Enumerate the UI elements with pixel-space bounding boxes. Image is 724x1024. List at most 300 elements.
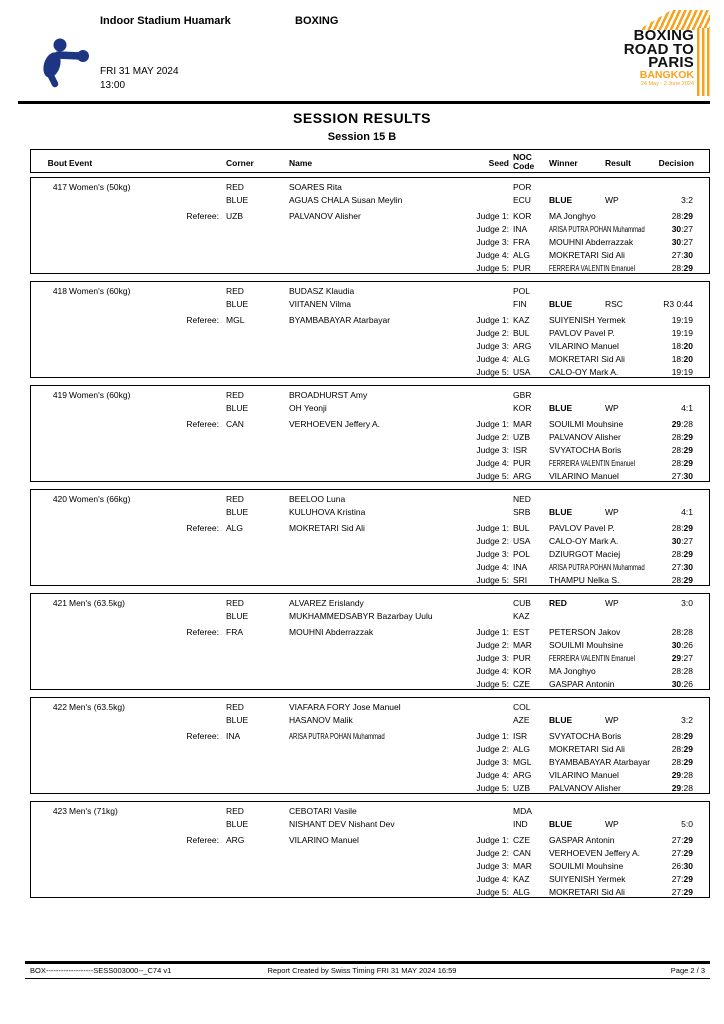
- judge-row: [31, 536, 709, 547]
- judge-noc: ARG: [513, 341, 532, 351]
- decision-score: 4:1: [681, 507, 693, 517]
- blue-corner-row: [31, 611, 709, 622]
- blue-noc-code: KOR: [513, 403, 532, 413]
- referee-judge1-row: [31, 315, 709, 326]
- red-boxer-name: SOARES Rita: [289, 182, 342, 192]
- referee-judge1-row: [31, 419, 709, 430]
- judge-name: PAVLOV Pavel P.: [549, 328, 615, 338]
- judge-label: Judge 3:: [476, 445, 509, 455]
- judge-label: Judge 3:: [476, 549, 509, 559]
- judge-name: SUIYENISH Yermek: [549, 315, 626, 325]
- bout-number: 418: [52, 286, 67, 296]
- judge-score: 19:19: [671, 367, 693, 377]
- judge-name: ARISA PUTRA POHAN Muhammad: [549, 225, 645, 234]
- judge-noc: ALG: [513, 250, 531, 260]
- judge-row: [31, 263, 709, 274]
- judge-row: [31, 250, 709, 261]
- col-winner: Winner: [549, 158, 578, 168]
- judge-noc: CZE: [513, 679, 530, 689]
- logo-line3: PARIS: [648, 54, 694, 71]
- judge-score: 27:30: [671, 471, 693, 481]
- referee-label: Referee:: [186, 627, 219, 637]
- judge-row: [31, 224, 709, 235]
- judge-score: 19:19: [671, 328, 693, 338]
- bout-list: [30, 177, 710, 905]
- event-name: Women's (60kg): [69, 390, 131, 400]
- red-noc-code: NED: [513, 494, 531, 504]
- col-event: Event: [69, 158, 93, 168]
- judge-score: 28:29: [671, 458, 693, 468]
- blue-boxer-name: AGUAS CHALA Susan Meylin: [289, 195, 403, 205]
- judge-score: 27:29: [671, 848, 693, 858]
- judge-score: 28:28: [671, 627, 693, 637]
- judge-row: [31, 757, 709, 768]
- judge-name: FERREIRA VALENTIN Emanuel: [549, 654, 635, 663]
- judge-noc: BUL: [513, 328, 530, 338]
- judge-row: [31, 354, 709, 365]
- judge-score: 26:30: [671, 861, 693, 871]
- judge-noc: INA: [513, 562, 528, 572]
- red-corner-row: [31, 286, 709, 297]
- referee-judge1-row: [31, 835, 709, 846]
- judge-score: 27:29: [671, 887, 693, 897]
- judge-label: Judge 5:: [476, 471, 509, 481]
- event-name: Men's (63.5kg): [69, 598, 125, 608]
- footer-report-code: BOX-------------------SESS003000--_C74 v1: [30, 966, 172, 975]
- logo-dates: 24 May - 2 June 2024: [640, 80, 694, 87]
- blue-boxer-name: OH Yeonji: [289, 403, 327, 413]
- judge-noc: BUL: [513, 523, 530, 533]
- judge-noc: ALG: [513, 887, 531, 897]
- judge-name: SOUILMI Mouhsine: [549, 640, 624, 650]
- blue-noc-code: KAZ: [513, 611, 530, 621]
- judge-score: 30:26: [671, 640, 693, 650]
- referee-noc: UZB: [226, 211, 243, 221]
- blue-boxer-name: KULUHOVA Kristina: [289, 507, 366, 517]
- header-rule: [18, 101, 710, 104]
- referee-label: Referee:: [186, 419, 219, 429]
- judge-name: SOUILMI Mouhsine: [549, 419, 624, 429]
- red-corner-row: [31, 390, 709, 401]
- winner-corner: BLUE: [549, 403, 573, 413]
- judge-score: 28:29: [671, 445, 693, 455]
- blue-corner-label: BLUE: [226, 195, 249, 205]
- judge-noc: MGL: [513, 757, 532, 767]
- red-corner-label: RED: [226, 286, 244, 296]
- judge-score: 28:28: [671, 666, 693, 676]
- judge-name: PETERSON Jakov: [549, 627, 621, 637]
- judge-noc: MAR: [513, 640, 532, 650]
- judge-row: [31, 640, 709, 651]
- red-boxer-name: BUDASZ Klaudia: [289, 286, 355, 296]
- blue-corner-row: [31, 507, 709, 518]
- judge-row: [31, 341, 709, 352]
- judge-name: PAVLOV Pavel P.: [549, 523, 615, 533]
- col-seed: Seed: [488, 158, 509, 168]
- referee-label: Referee:: [186, 523, 219, 533]
- decision-score: 3:2: [681, 715, 693, 725]
- judge-score: 30:27: [671, 536, 693, 546]
- blue-boxer-name: NISHANT DEV Nishant Dev: [289, 819, 395, 829]
- judge-label: Judge 4:: [476, 562, 509, 572]
- judge-label: Judge 5:: [476, 263, 509, 273]
- judge-label: Judge 4:: [476, 770, 509, 780]
- event-name: Men's (71kg): [69, 806, 118, 816]
- judge-noc: INA: [513, 224, 528, 234]
- blue-corner-label: BLUE: [226, 403, 249, 413]
- red-corner-label: RED: [226, 702, 244, 712]
- judge-label: Judge 3:: [476, 653, 509, 663]
- winner-corner: BLUE: [549, 195, 573, 205]
- decision-score: 5:0: [681, 819, 693, 829]
- referee-judge1-row: [31, 627, 709, 638]
- judge-label: Judge 1:: [476, 419, 509, 429]
- venue-name: Indoor Stadium Huamark: [100, 15, 231, 27]
- judge-name: VILARINO Manuel: [549, 341, 619, 351]
- session-date: FRI 31 MAY 2024: [100, 66, 179, 77]
- judge-score: 28:29: [671, 757, 693, 767]
- event-name: Women's (50kg): [69, 182, 131, 192]
- judge-score: 28:29: [671, 575, 693, 585]
- red-corner-label: RED: [226, 494, 244, 504]
- judge-name: CALO-OY Mark A.: [549, 367, 619, 377]
- judge-row: [31, 445, 709, 456]
- judge-noc: UZB: [513, 432, 530, 442]
- col-noc-code: NOC Code: [513, 152, 535, 171]
- judge-noc: ISR: [513, 731, 528, 741]
- judge-name: VILARINO Manuel: [549, 471, 619, 481]
- col-corner: Corner: [226, 158, 254, 168]
- col-decision: Decision: [658, 158, 694, 168]
- event-name: Women's (66kg): [69, 494, 131, 504]
- judge-name: DZIURGOT Maciej: [549, 549, 621, 559]
- judge-score: 18:20: [671, 341, 693, 351]
- referee-judge1-row: [31, 211, 709, 222]
- blue-noc-code: ECU: [513, 195, 531, 205]
- footer-rule-top: [25, 961, 710, 964]
- judge-score: 29:28: [671, 783, 693, 793]
- red-noc-code: GBR: [513, 390, 532, 400]
- judge-noc: UZB: [513, 783, 530, 793]
- judge-name: MA Jonghyo: [549, 211, 596, 221]
- red-noc-code: CUB: [513, 598, 531, 608]
- red-boxer-name: CEBOTARI Vasile: [289, 806, 357, 816]
- judge-name: MOKRETARI Sid Ali: [549, 887, 625, 897]
- judge-label: Judge 3:: [476, 341, 509, 351]
- red-noc-code: MDA: [513, 806, 532, 816]
- blue-corner-row: [31, 819, 709, 830]
- judge-label: Judge 2:: [476, 328, 509, 338]
- red-boxer-name: VIAFARA FORY Jose Manuel: [289, 702, 401, 712]
- judge-noc: PUR: [513, 263, 531, 273]
- winner-corner: BLUE: [549, 299, 573, 309]
- red-corner-label: RED: [226, 182, 244, 192]
- referee-label: Referee:: [186, 211, 219, 221]
- judge-score: 28:29: [671, 523, 693, 533]
- judge-row: [31, 887, 709, 898]
- judge-label: Judge 1:: [476, 211, 509, 221]
- judge-noc: PUR: [513, 653, 531, 663]
- judge-label: Judge 1:: [476, 731, 509, 741]
- judge-score: 27:29: [671, 835, 693, 845]
- judge-label: Judge 2:: [476, 432, 509, 442]
- judge-score: 28:29: [671, 211, 693, 221]
- referee-judge1-row: [31, 523, 709, 534]
- blue-noc-code: FIN: [513, 299, 527, 309]
- judge-name: THAMPU Nelka S.: [549, 575, 620, 585]
- footer-created-by: Report Created by Swiss Timing FRI 31 MAY 2024 16:59: [267, 966, 457, 975]
- blue-noc-code: SRB: [513, 507, 531, 517]
- judge-noc: CZE: [513, 835, 530, 845]
- referee-name: VERHOEVEN Jeffery A.: [289, 419, 381, 429]
- judge-row: [31, 471, 709, 482]
- judge-score: 30:26: [671, 679, 693, 689]
- blue-corner-row: [31, 195, 709, 206]
- referee-label: Referee:: [186, 731, 219, 741]
- red-boxer-name: BEELOO Luna: [289, 494, 346, 504]
- result-type: WP: [605, 195, 619, 205]
- judge-noc: CAN: [513, 848, 531, 858]
- blue-boxer-name: HASANOV Malik: [289, 715, 353, 725]
- judge-score: 29:27: [671, 653, 693, 663]
- judge-score: 30:27: [671, 224, 693, 234]
- judge-row: [31, 874, 709, 885]
- judge-label: Judge 1:: [476, 523, 509, 533]
- judge-name: VILARINO Manuel: [549, 770, 619, 780]
- judge-label: Judge 5:: [476, 367, 509, 377]
- judge-score: 29:28: [671, 770, 693, 780]
- judge-row: [31, 367, 709, 378]
- col-bout: Bout: [47, 158, 67, 168]
- bout-block-418: [30, 281, 710, 378]
- red-noc-code: POL: [513, 286, 531, 296]
- red-noc-code: POR: [513, 182, 532, 192]
- blue-noc-code: AZE: [513, 715, 530, 725]
- bout-block-420: [30, 489, 710, 586]
- referee-noc: FRA: [226, 627, 243, 637]
- event-name: Men's (63.5kg): [69, 702, 125, 712]
- bout-block-423: [30, 801, 710, 898]
- referee-label: Referee:: [186, 835, 219, 845]
- judge-score: 29:28: [671, 419, 693, 429]
- decision-score: 3:0: [681, 598, 693, 608]
- judge-name: SVYATOCHA Boris: [549, 445, 622, 455]
- judge-noc: ALG: [513, 354, 531, 364]
- judge-label: Judge 4:: [476, 354, 509, 364]
- blue-corner-row: [31, 715, 709, 726]
- judge-row: [31, 575, 709, 586]
- judge-noc: USA: [513, 367, 531, 377]
- red-boxer-name: BROADHURST Amy: [289, 390, 368, 400]
- judge-noc: USA: [513, 536, 531, 546]
- bout-block-419: [30, 385, 710, 482]
- judge-label: Judge 3:: [476, 757, 509, 767]
- sport-name: BOXING: [295, 15, 339, 27]
- judge-score: 28:29: [671, 744, 693, 754]
- judge-score: 27:30: [671, 250, 693, 260]
- decision-score: 3:2: [681, 195, 693, 205]
- judge-name: CALO-OY Mark A.: [549, 536, 619, 546]
- judge-name: MOUHNI Abderrazzak: [549, 237, 634, 247]
- blue-boxer-name: MUKHAMMEDSABYR Bazarbay Uulu: [289, 611, 433, 621]
- winner-corner: BLUE: [549, 715, 573, 725]
- judge-score: 18:20: [671, 354, 693, 364]
- result-type: WP: [605, 403, 619, 413]
- judge-noc: ARG: [513, 471, 532, 481]
- blue-noc-code: IND: [513, 819, 528, 829]
- red-corner-label: RED: [226, 598, 244, 608]
- judge-label: Judge 2:: [476, 536, 509, 546]
- bout-block-417: [30, 177, 710, 274]
- judge-noc: FRA: [513, 237, 530, 247]
- red-corner-label: RED: [226, 390, 244, 400]
- judge-name: MA Jonghyo: [549, 666, 596, 676]
- judge-row: [31, 783, 709, 794]
- judge-row: [31, 679, 709, 690]
- judge-name: MOKRETARI Sid Ali: [549, 744, 625, 754]
- table-header: [30, 149, 710, 173]
- judge-row: [31, 770, 709, 781]
- judge-label: Judge 5:: [476, 679, 509, 689]
- blue-corner-label: BLUE: [226, 611, 249, 621]
- judge-name: GASPAR Antonin: [549, 679, 615, 689]
- red-corner-row: [31, 598, 709, 609]
- red-boxer-name: ALVAREZ Erislandy: [289, 598, 364, 608]
- judge-label: Judge 2:: [476, 848, 509, 858]
- bout-number: 420: [52, 494, 67, 504]
- red-corner-row: [31, 702, 709, 713]
- judge-noc: EST: [513, 627, 530, 637]
- judge-noc: KAZ: [513, 874, 530, 884]
- red-corner-row: [31, 494, 709, 505]
- referee-name: ARISA PUTRA POHAN Muhammad: [289, 732, 385, 741]
- decision-score: 4:1: [681, 403, 693, 413]
- bout-block-421: [30, 593, 710, 690]
- judge-noc: ARG: [513, 770, 532, 780]
- decision-score: R3 0:44: [663, 299, 693, 309]
- judge-label: Judge 4:: [476, 458, 509, 468]
- blue-corner-label: BLUE: [226, 819, 249, 829]
- result-type: WP: [605, 819, 619, 829]
- judge-label: Judge 1:: [476, 627, 509, 637]
- judge-name: FERREIRA VALENTIN Emanuel: [549, 264, 635, 273]
- judge-row: [31, 666, 709, 677]
- winner-corner: BLUE: [549, 507, 573, 517]
- judge-name: PALVANOV Alisher: [549, 783, 621, 793]
- judge-score: 28:29: [671, 432, 693, 442]
- referee-name: MOKRETARI Sid Ali: [289, 523, 365, 533]
- blue-corner-label: BLUE: [226, 299, 249, 309]
- judge-name: GASPAR Antonin: [549, 835, 615, 845]
- judge-score: 19:19: [671, 315, 693, 325]
- result-type: WP: [605, 507, 619, 517]
- referee-noc: ALG: [226, 523, 244, 533]
- blue-corner-label: BLUE: [226, 507, 249, 517]
- logo-stripes-right: [697, 28, 710, 96]
- judge-label: Judge 2:: [476, 224, 509, 234]
- result-type: WP: [605, 598, 619, 608]
- red-corner-row: [31, 182, 709, 193]
- page-title: SESSION RESULTS: [293, 110, 431, 126]
- judge-label: Judge 5:: [476, 575, 509, 585]
- bout-number: 419: [52, 390, 67, 400]
- result-type: WP: [605, 715, 619, 725]
- judge-name: BYAMBABAYAR Atarbayar: [549, 757, 651, 767]
- boxing-pictogram-icon: [33, 36, 95, 88]
- referee-noc: CAN: [226, 419, 244, 429]
- judge-score: 27:30: [671, 562, 693, 572]
- judge-noc: MAR: [513, 419, 532, 429]
- judge-label: Judge 1:: [476, 835, 509, 845]
- judge-name: PALVANOV Alisher: [549, 432, 621, 442]
- red-noc-code: COL: [513, 702, 531, 712]
- judge-label: Judge 3:: [476, 237, 509, 247]
- referee-noc: INA: [226, 731, 241, 741]
- judge-row: [31, 328, 709, 339]
- judge-row: [31, 432, 709, 443]
- judge-label: Judge 5:: [476, 887, 509, 897]
- col-name: Name: [289, 158, 313, 168]
- referee-judge1-row: [31, 731, 709, 742]
- judge-row: [31, 744, 709, 755]
- judge-noc: MAR: [513, 861, 532, 871]
- judge-row: [31, 653, 709, 664]
- judge-label: Judge 3:: [476, 861, 509, 871]
- judge-name: VERHOEVEN Jeffery A.: [549, 848, 641, 858]
- footer-page-number: Page 2 / 3: [670, 966, 705, 975]
- judge-name: SVYATOCHA Boris: [549, 731, 622, 741]
- judge-noc: SRI: [513, 575, 528, 585]
- judge-score: 30:27: [671, 237, 693, 247]
- judge-label: Judge 4:: [476, 250, 509, 260]
- judge-label: Judge 2:: [476, 640, 509, 650]
- judge-row: [31, 458, 709, 469]
- judge-row: [31, 562, 709, 573]
- blue-boxer-name: VIITANEN Vilma: [289, 299, 352, 309]
- logo-city: BANGKOK: [639, 68, 694, 81]
- judge-score: 27:29: [671, 874, 693, 884]
- judge-label: Judge 4:: [476, 874, 509, 884]
- judge-noc: ISR: [513, 445, 528, 455]
- judge-label: Judge 1:: [476, 315, 509, 325]
- judge-score: 28:29: [671, 549, 693, 559]
- col-result: Result: [605, 158, 631, 168]
- event-name: Women's (60kg): [69, 286, 131, 296]
- red-corner-row: [31, 806, 709, 817]
- judge-label: Judge 4:: [476, 666, 509, 676]
- logo-line2: ROAD TO: [623, 40, 694, 58]
- bout-block-422: [30, 697, 710, 794]
- judge-row: [31, 237, 709, 248]
- red-corner-label: RED: [226, 806, 244, 816]
- blue-corner-row: [31, 403, 709, 414]
- judge-noc: KAZ: [513, 315, 530, 325]
- judge-noc: KOR: [513, 666, 532, 676]
- judge-row: [31, 549, 709, 560]
- judge-noc: POL: [513, 549, 531, 559]
- bout-number: 421: [52, 598, 67, 608]
- judge-name: MOKRETARI Sid Ali: [549, 250, 625, 260]
- judge-noc: PUR: [513, 458, 531, 468]
- referee-name: MOUHNI Abderrazzak: [289, 627, 374, 637]
- judge-row: [31, 861, 709, 872]
- referee-noc: ARG: [226, 835, 245, 845]
- referee-name: BYAMBABAYAR Atarbayar: [289, 315, 391, 325]
- judge-name: ARISA PUTRA POHAN Muhammad: [549, 563, 645, 572]
- logo-line1: BOXING: [633, 27, 694, 44]
- judge-name: MOKRETARI Sid Ali: [549, 354, 625, 364]
- result-type: RSC: [605, 299, 623, 309]
